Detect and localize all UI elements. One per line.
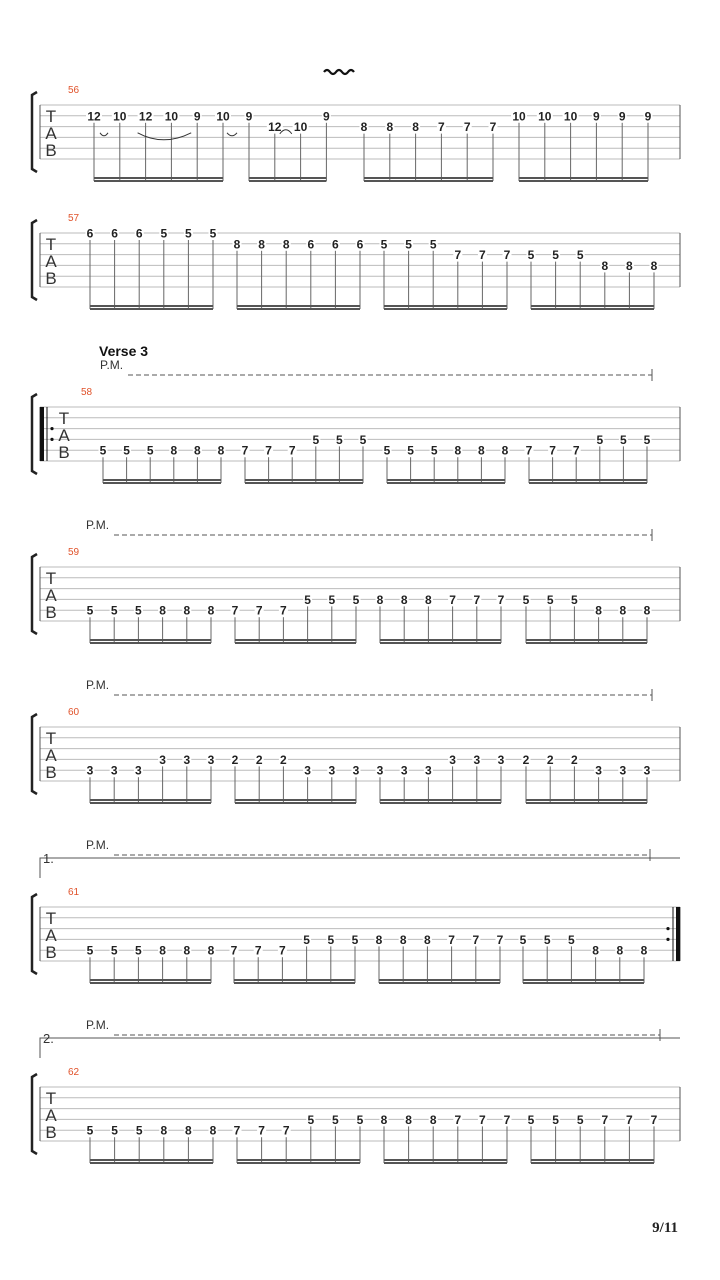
volta-label: 2.: [43, 1031, 54, 1046]
fret-note: 8: [454, 443, 462, 458]
fret-note: 5: [135, 1123, 143, 1138]
fret-note: 8: [424, 932, 431, 947]
tab-system-61: [32, 838, 680, 984]
beam: [237, 1159, 360, 1161]
fret-note: 7: [254, 943, 262, 958]
fret-note: 6: [135, 226, 143, 241]
beam: [523, 982, 644, 984]
tab-letter-a: A: [58, 426, 70, 445]
fret-note: 5: [522, 592, 530, 607]
fret-note: 3: [619, 763, 627, 778]
beam: [94, 180, 223, 182]
fret-note: 7: [241, 443, 249, 458]
fret-note: 2: [231, 752, 239, 767]
beam: [90, 305, 213, 307]
tab-system-58: [32, 343, 680, 484]
fret-note: 5: [332, 1112, 339, 1127]
measure-number: 56: [68, 85, 80, 96]
tab-letter-b: B: [45, 269, 57, 288]
fret-note: 5: [312, 432, 320, 447]
fret-note: 6: [111, 226, 118, 241]
beam: [387, 482, 505, 484]
fret-note: 7: [549, 443, 556, 458]
vibrato-mark: [324, 70, 354, 74]
beam: [235, 639, 356, 641]
fret-note: 5: [328, 592, 336, 607]
fret-note: 9: [245, 109, 253, 124]
fret-note: 5: [407, 443, 414, 458]
system-bracket: [32, 554, 37, 634]
beam: [237, 308, 360, 310]
beam: [380, 799, 501, 801]
beam: [235, 802, 356, 804]
fret-note: 9: [323, 109, 330, 124]
beam: [90, 799, 211, 801]
fret-note: 5: [568, 932, 575, 947]
fret-note: 8: [159, 603, 166, 618]
fret-note: 8: [160, 1123, 168, 1138]
fret-note: 8: [258, 237, 265, 252]
pull-off-arc: [227, 133, 237, 136]
measure-number: 57: [68, 213, 80, 224]
system-bracket: [32, 92, 37, 172]
fret-note: 3: [183, 752, 191, 767]
fret-note: 7: [525, 443, 533, 458]
fret-note: 8: [601, 258, 609, 273]
fret-note: 6: [332, 237, 339, 252]
fret-note: 5: [643, 432, 651, 447]
beam: [364, 177, 493, 179]
fret-note: 3: [352, 763, 360, 778]
beam: [234, 979, 355, 981]
pull-off-arc: [100, 133, 108, 136]
fret-note: 5: [527, 1112, 535, 1127]
fret-note: 5: [552, 248, 559, 263]
fret-note: 3: [328, 763, 336, 778]
fret-note: 8: [183, 943, 191, 958]
fret-note: 8: [282, 237, 290, 252]
fret-note: 5: [543, 932, 551, 947]
fret-note: 5: [160, 226, 168, 241]
fret-note: 7: [438, 120, 445, 135]
fret-note: 10: [538, 109, 552, 124]
beam: [249, 180, 326, 182]
fret-note: 3: [86, 763, 94, 778]
fret-note: 7: [449, 592, 456, 607]
fret-note: 5: [576, 1112, 584, 1127]
fret-note: 7: [496, 932, 504, 947]
fret-note: 12: [138, 109, 153, 124]
measure-number: 62: [68, 1067, 80, 1078]
tab-system-60: [32, 678, 680, 804]
fret-note: 5: [327, 932, 335, 947]
fret-note: 8: [217, 443, 225, 458]
fret-note: 5: [571, 592, 578, 607]
beam: [90, 308, 213, 310]
beam: [235, 642, 356, 644]
tab-letter-b: B: [58, 443, 70, 462]
fret-note: 8: [399, 932, 407, 947]
fret-note: 8: [159, 943, 166, 958]
tab-letter-a: A: [45, 926, 57, 945]
fret-note: 7: [454, 1112, 462, 1127]
beam: [94, 177, 223, 179]
fret-note: 3: [595, 763, 602, 778]
fret-note: 9: [644, 109, 652, 124]
fret-note: 7: [454, 248, 462, 263]
fret-note: 7: [288, 443, 296, 458]
tab-system-56: [32, 70, 680, 182]
measure-number: 61: [68, 887, 80, 898]
palm-mute-label: P.M.: [100, 358, 124, 372]
beam: [531, 308, 654, 310]
fret-note: 7: [231, 603, 239, 618]
beam: [380, 639, 501, 641]
beam: [103, 479, 221, 481]
measure-number: 58: [81, 387, 93, 398]
beam: [245, 482, 363, 484]
fret-note: 10: [512, 109, 526, 124]
fret-note: 5: [351, 932, 359, 947]
beam: [531, 1162, 654, 1164]
fret-note: 5: [86, 943, 94, 958]
fret-note: 5: [123, 443, 130, 458]
fret-note: 2: [571, 752, 578, 767]
system-bracket: [32, 894, 37, 974]
fret-note: 7: [601, 1112, 609, 1127]
fret-note: 7: [279, 943, 286, 958]
system-bracket: [32, 394, 37, 474]
tab-letter-t: T: [45, 1089, 57, 1108]
fret-note: 8: [425, 592, 432, 607]
fret-note: 8: [375, 932, 383, 947]
fret-note: 3: [304, 763, 311, 778]
fret-note: 8: [194, 443, 201, 458]
fret-note: 6: [356, 237, 364, 252]
fret-note: 8: [380, 1112, 388, 1127]
fret-note: 7: [650, 1112, 658, 1127]
fret-note: 7: [503, 248, 511, 263]
fret-note: 7: [448, 932, 455, 947]
repeat-start-barline: [40, 407, 44, 461]
fret-note: 3: [497, 752, 505, 767]
fret-note: 3: [135, 763, 142, 778]
fret-note: 2: [522, 752, 530, 767]
beam: [384, 305, 507, 307]
volta-bracket: [40, 858, 680, 878]
beam: [235, 799, 356, 801]
beam: [237, 305, 360, 307]
beam: [519, 177, 648, 179]
tab-system-57: [32, 213, 680, 310]
fret-note: 8: [400, 592, 408, 607]
fret-note: 5: [359, 432, 367, 447]
fret-note: 3: [376, 763, 384, 778]
fret-note: 8: [185, 1123, 192, 1138]
fret-note: 5: [546, 592, 554, 607]
beam: [387, 479, 505, 481]
fret-note: 3: [400, 763, 408, 778]
fret-note: 7: [489, 120, 497, 135]
tab-letter-t: T: [45, 569, 57, 588]
fret-note: 6: [86, 226, 94, 241]
fret-note: 5: [111, 1123, 118, 1138]
fret-note: 5: [86, 1123, 94, 1138]
repeat-dot: [666, 927, 669, 930]
fret-note: 5: [527, 248, 535, 263]
fret-note: 9: [593, 109, 600, 124]
fret-note: 7: [472, 932, 480, 947]
fret-note: 5: [209, 226, 217, 241]
fret-note: 7: [230, 943, 238, 958]
fret-note: 5: [185, 226, 192, 241]
fret-note: 8: [412, 120, 419, 135]
beam: [90, 802, 211, 804]
fret-note: 8: [640, 943, 648, 958]
fret-note: 5: [596, 432, 604, 447]
palm-mute-label: P.M.: [86, 678, 110, 692]
beam: [379, 979, 500, 981]
tab-letter-b: B: [45, 603, 57, 622]
repeat-dot: [50, 427, 53, 430]
fret-note: 8: [501, 443, 509, 458]
measure-number: 59: [68, 547, 80, 558]
fret-note: 8: [592, 943, 599, 958]
tab-letter-b: B: [45, 943, 57, 962]
beam: [384, 1162, 507, 1164]
beam: [245, 479, 363, 481]
fret-note: 5: [430, 443, 438, 458]
fret-note: 12: [268, 120, 282, 135]
fret-note: 8: [386, 120, 394, 135]
fret-note: 9: [193, 109, 201, 124]
beam: [237, 1162, 360, 1164]
tab-letter-a: A: [45, 124, 57, 143]
fret-note: 5: [135, 603, 142, 618]
fret-note: 5: [405, 237, 412, 252]
volta-label: 1.: [43, 851, 54, 866]
beam: [90, 639, 211, 641]
fret-note: 8: [183, 603, 191, 618]
fret-note: 5: [383, 443, 391, 458]
beam: [90, 979, 211, 981]
fret-note: 8: [360, 120, 368, 135]
tab-letter-t: T: [45, 107, 57, 126]
tab-letter-a: A: [45, 1106, 57, 1125]
fret-note: 3: [643, 763, 651, 778]
beam: [364, 180, 493, 182]
fret-note: 5: [429, 237, 437, 252]
beam: [526, 639, 647, 641]
page-number: 9/11: [652, 1220, 678, 1236]
fret-note: 8: [376, 592, 384, 607]
tab-letter-a: A: [45, 586, 57, 605]
palm-mute-label: P.M.: [86, 518, 110, 532]
fret-note: 7: [479, 248, 486, 263]
tab-letter-b: B: [45, 141, 57, 160]
tab-letter-t: T: [45, 729, 57, 748]
fret-note: 8: [595, 603, 602, 618]
fret-note: 5: [356, 1112, 364, 1127]
tab-system-62: [32, 1018, 680, 1164]
fret-note: 7: [280, 603, 287, 618]
fret-note: 7: [626, 1112, 633, 1127]
tab-letter-a: A: [45, 746, 57, 765]
fret-note: 7: [497, 592, 505, 607]
tab-letter-b: B: [45, 1123, 57, 1142]
fret-note: 5: [110, 603, 118, 618]
tab-letter-a: A: [45, 252, 57, 271]
fret-note: 8: [619, 603, 627, 618]
palm-mute-label: P.M.: [86, 838, 110, 852]
fret-note: 7: [479, 1112, 486, 1127]
beam: [526, 802, 647, 804]
beam: [90, 1159, 213, 1161]
fret-note: 8: [207, 943, 215, 958]
fret-note: 8: [650, 258, 658, 273]
beam: [90, 982, 211, 984]
fret-note: 10: [216, 109, 230, 124]
beam: [384, 1159, 507, 1161]
fret-note: 7: [265, 443, 272, 458]
system-bracket: [32, 220, 37, 300]
beam: [103, 482, 221, 484]
fret-note: 3: [425, 763, 432, 778]
beam: [234, 982, 355, 984]
beam: [531, 1159, 654, 1161]
fret-note: 3: [449, 752, 456, 767]
beam: [90, 642, 211, 644]
fret-note: 5: [576, 248, 584, 263]
fret-note: 8: [643, 603, 651, 618]
beam: [380, 642, 501, 644]
fret-note: 7: [463, 120, 471, 135]
fret-note: 3: [110, 763, 118, 778]
fret-note: 5: [110, 943, 118, 958]
fret-note: 12: [87, 109, 101, 124]
beam: [90, 1162, 213, 1164]
fret-note: 5: [303, 932, 310, 947]
fret-note: 5: [146, 443, 154, 458]
fret-note: 5: [99, 443, 107, 458]
fret-note: 7: [473, 592, 481, 607]
tab-system-59: [32, 518, 680, 644]
fret-note: 7: [572, 443, 580, 458]
tab-letter-t: T: [58, 409, 70, 428]
fret-note: 3: [473, 752, 481, 767]
fret-note: 7: [258, 1123, 265, 1138]
fret-note: 5: [135, 943, 142, 958]
beam: [526, 642, 647, 644]
fret-note: 8: [209, 1123, 217, 1138]
fret-note: 7: [233, 1123, 241, 1138]
fret-note: 5: [380, 237, 388, 252]
fret-note: 2: [280, 752, 287, 767]
repeat-dot: [50, 438, 53, 441]
fret-note: 8: [170, 443, 178, 458]
beam: [519, 180, 648, 182]
fret-note: 8: [429, 1112, 437, 1127]
fret-note: 10: [164, 109, 179, 124]
fret-note: 10: [293, 120, 308, 135]
beam: [529, 482, 647, 484]
repeat-dot: [666, 938, 669, 941]
fret-note: 2: [546, 752, 554, 767]
palm-mute-label: P.M.: [86, 1018, 110, 1032]
tab-letter-t: T: [45, 909, 57, 928]
fret-note: 8: [616, 943, 624, 958]
fret-note: 3: [207, 752, 215, 767]
fret-note: 5: [519, 932, 527, 947]
repeat-end-barline: [676, 907, 680, 961]
tab-letter-t: T: [45, 235, 57, 254]
beam: [529, 479, 647, 481]
fret-note: 8: [233, 237, 241, 252]
fret-note: 10: [563, 109, 578, 124]
beam: [379, 982, 500, 984]
beam: [384, 308, 507, 310]
fret-note: 7: [282, 1123, 290, 1138]
volta-bracket: [40, 1038, 680, 1058]
fret-note: 10: [113, 109, 127, 124]
section-label: Verse 3: [99, 343, 149, 359]
fret-note: 2: [255, 752, 263, 767]
system-bracket: [32, 1074, 37, 1154]
fret-note: 5: [620, 432, 627, 447]
fret-note: 9: [618, 109, 626, 124]
beam: [526, 799, 647, 801]
fret-note: 8: [207, 603, 215, 618]
fret-note: 5: [336, 432, 343, 447]
fret-note: 7: [503, 1112, 511, 1127]
fret-note: 8: [626, 258, 633, 273]
beam: [249, 177, 326, 179]
beam: [531, 305, 654, 307]
fret-note: 6: [307, 237, 315, 252]
fret-note: 5: [304, 592, 311, 607]
beam: [380, 802, 501, 804]
fret-note: 5: [352, 592, 360, 607]
beam: [523, 979, 644, 981]
system-bracket: [32, 714, 37, 794]
fret-note: 8: [405, 1112, 412, 1127]
tab-letter-b: B: [45, 763, 57, 782]
fret-note: 5: [86, 603, 94, 618]
measure-number: 60: [68, 707, 80, 718]
fret-note: 5: [307, 1112, 315, 1127]
fret-note: 7: [255, 603, 263, 618]
fret-note: 8: [478, 443, 485, 458]
fret-note: 3: [159, 752, 166, 767]
fret-note: 5: [552, 1112, 559, 1127]
